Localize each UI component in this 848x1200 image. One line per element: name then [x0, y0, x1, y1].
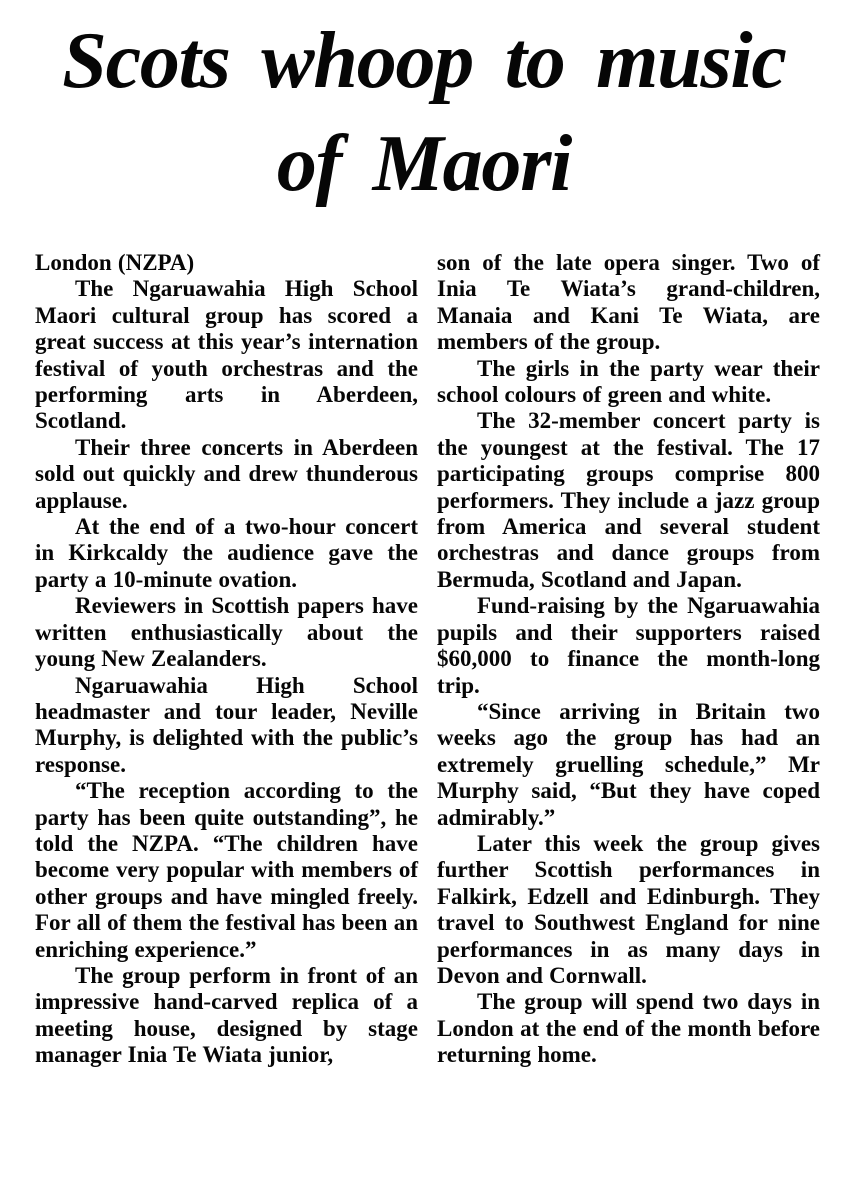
article-paragraph: Fund-raising by the Ngaruawahia pupils and their supporters raised $60,000 to finance the month-long trip.	[437, 593, 820, 698]
headline-line-1: Scots whoop to music	[62, 17, 786, 105]
article-paragraph: Reviewers in Scottish papers have written enthusiastically about the young New Zealanders.	[35, 593, 418, 672]
article-paragraph: The girls in the party wear their school colours of green and white.	[437, 355, 820, 408]
article-paragraph: The 32-member concert party is the youngest at the festival. The 17 participating groups comprise 800 performers. They include a jazz group from America and several student orchestras and dance groups from Bermuda, Scotland and Japan.	[437, 408, 820, 592]
article-paragraph: Their three concerts in Aberdeen sold out quickly and drew thunderous applause.	[35, 434, 418, 513]
article-paragraph: “Since arriving in Britain two weeks ago the group has had an extremely gruelling schedule,” Mr Murphy said, “But they have coped admirably.”	[437, 698, 820, 830]
article-paragraph: The group perform in front of an impressive hand-carved replica of a meeting house, designed by stage manager Inia Te Wiata junior,	[35, 962, 418, 1068]
article-paragraph: Ngaruawahia High School headmaster and tour leader, Neville Murphy, is delighted with the public’s response.	[35, 672, 418, 777]
article-paragraph: “The reception according to the party has been quite outstanding”, he told the NZPA. “The children have become very popular with members of other groups and have mingled freely. For all of them the festival has been an enriching experience.”	[35, 778, 418, 962]
article-paragraph: The group will spend two days in London at the end of the month before returning home.	[437, 989, 820, 1068]
article-body	[0, 250, 848, 1069]
article-paragraph: At the end of a two-hour concert in Kirkcaldy the audience gave the party a 10-minute ovation.	[35, 514, 418, 592]
headline-line-2: of Maori	[276, 120, 572, 208]
dateline: London (NZPA)	[35, 250, 195, 275]
article-column-right	[437, 250, 820, 1069]
article-paragraph: Later this week the group gives further Scottish performances in Falkirk, Edzell and Edinburgh. They travel to Southwest England for nine performances in as many days in Devon and Cornwall.	[437, 830, 820, 988]
article-paragraph-continuation: son of the late opera singer. Two of Inia Te Wiata’s grand-children, Manaia and Kani Te Wiata, are members of the group.	[437, 250, 820, 355]
article-column-left	[35, 250, 418, 1069]
article-headline	[0, 10, 848, 216]
article-paragraph: The Ngaruawahia High School Maori cultural group has scored a great success at this year’s internation festival of youth orchestras and the performing arts in Aberdeen, Scotland.	[35, 276, 418, 434]
